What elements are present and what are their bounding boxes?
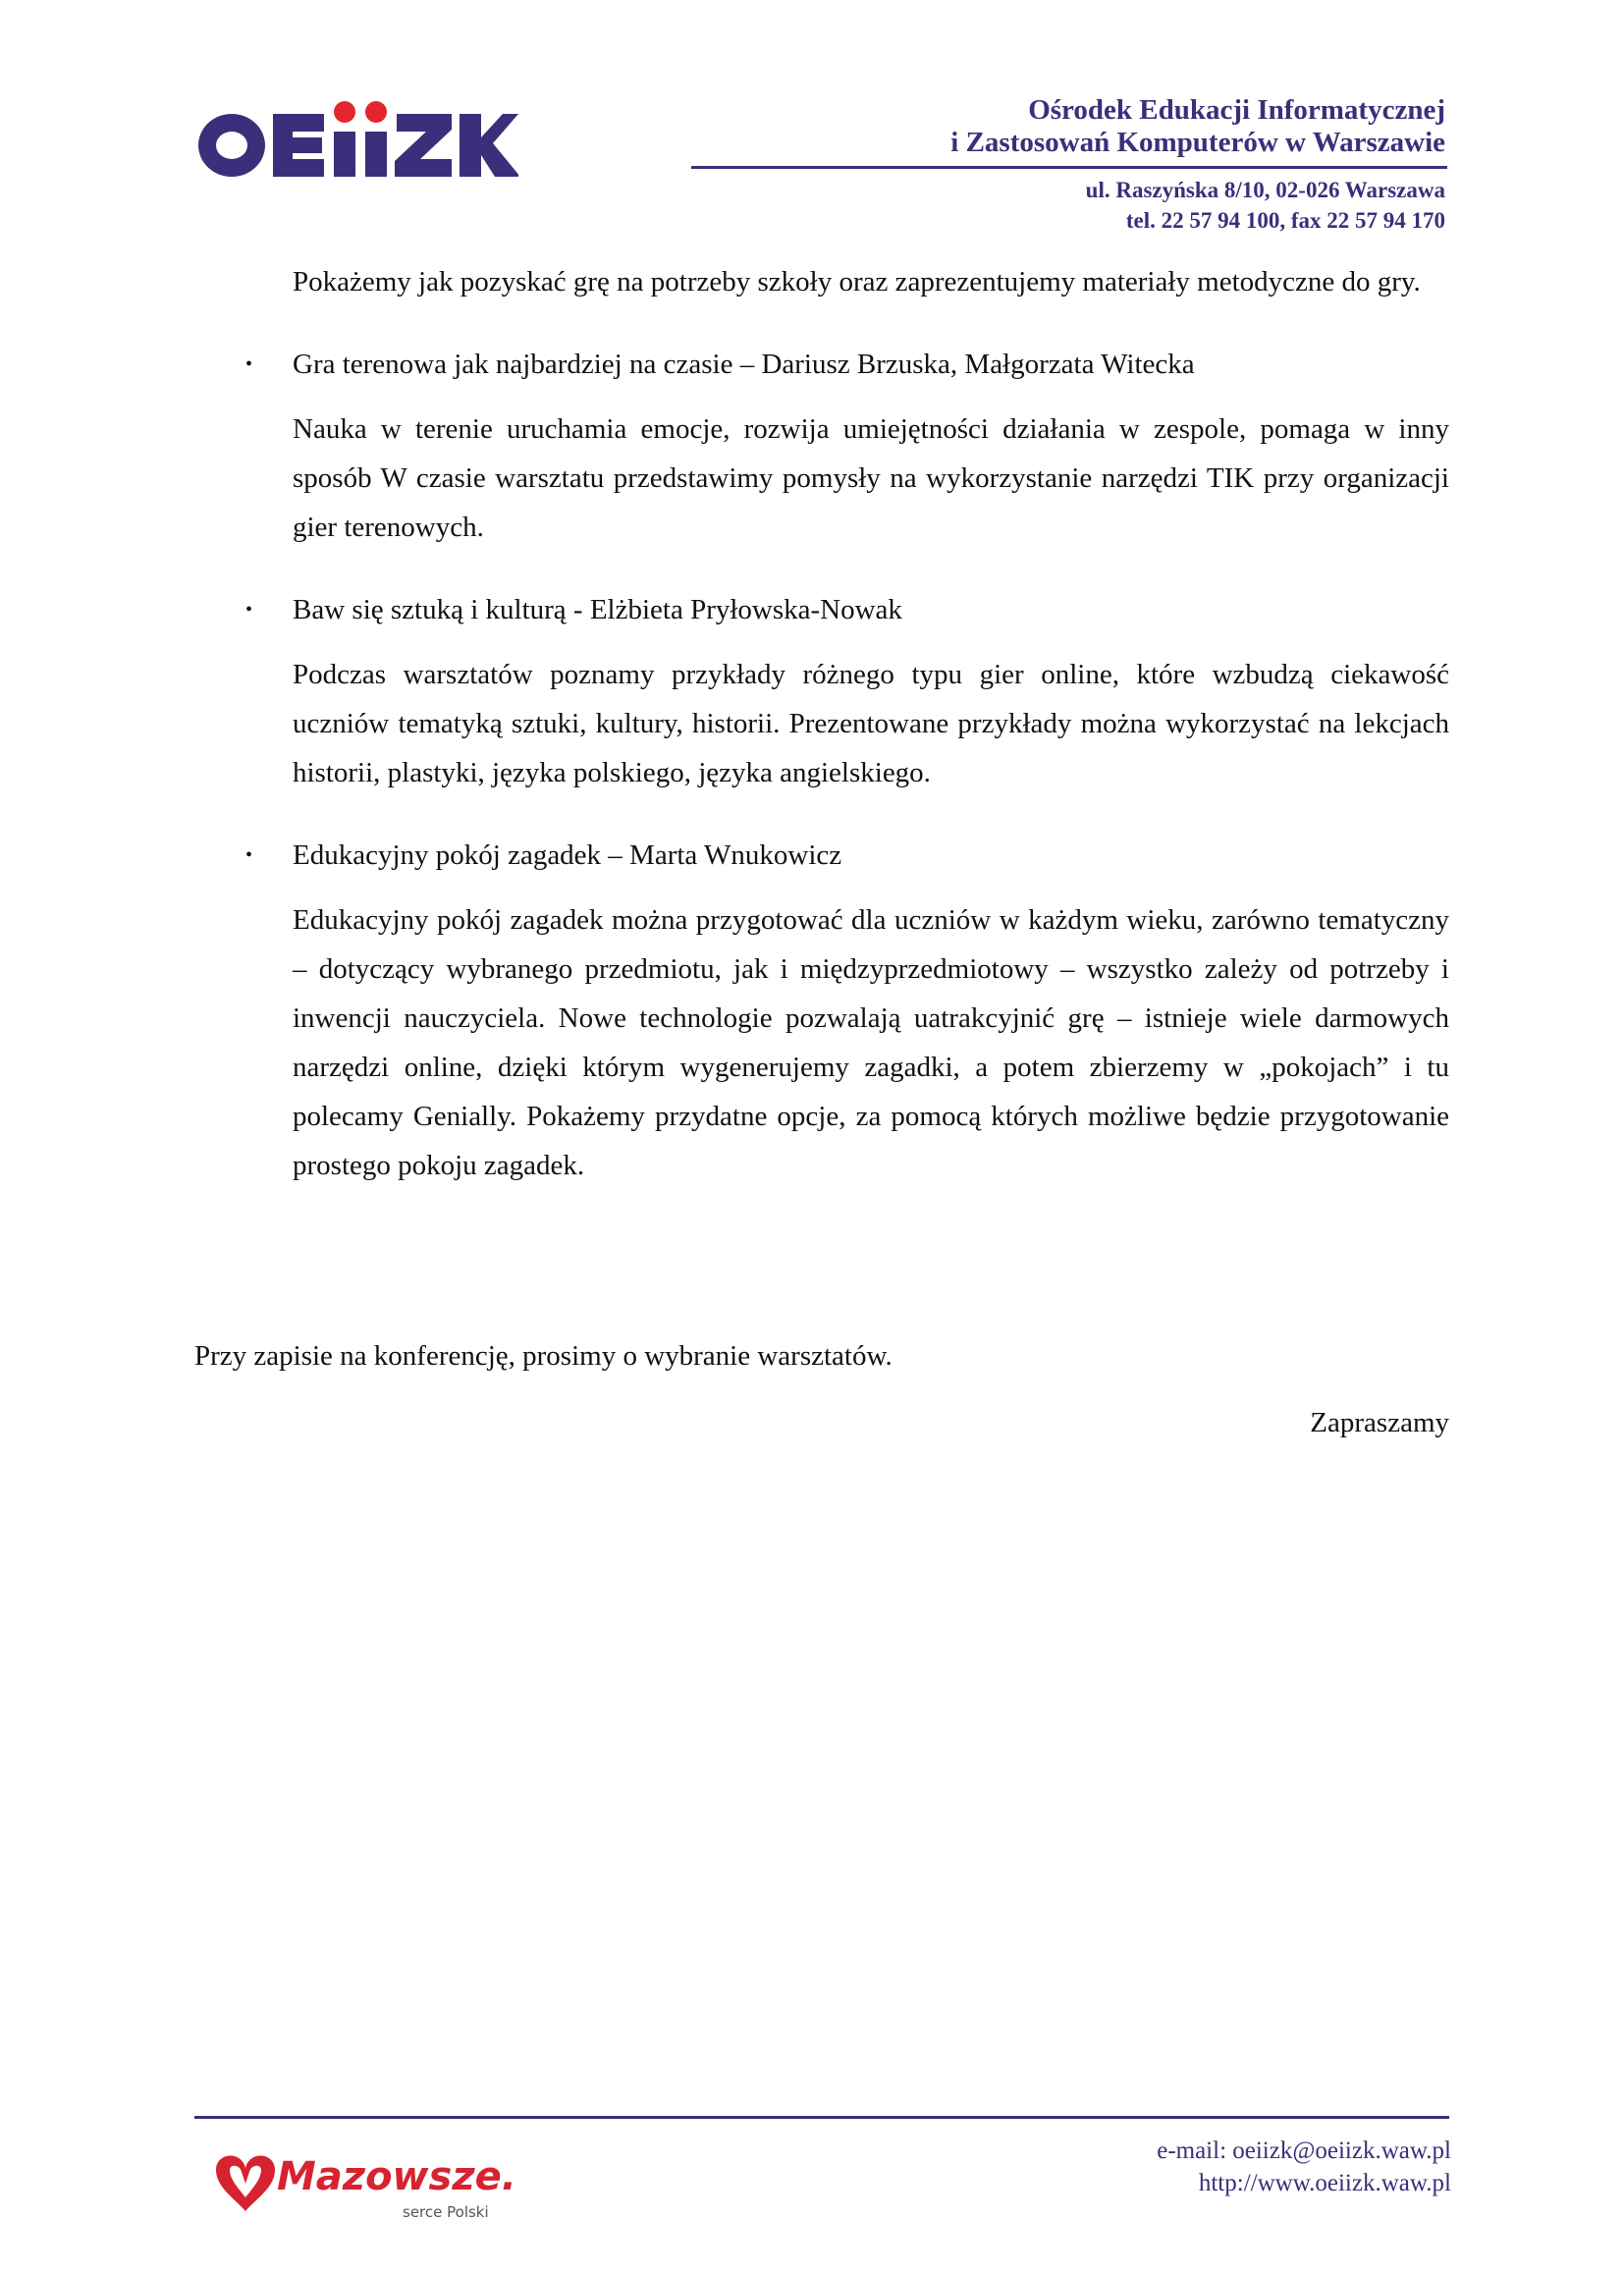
mazowsze-logo <box>208 2140 522 2229</box>
oeiizk-logo <box>194 94 518 183</box>
workshop-item <box>194 831 1449 1190</box>
workshop-description: Edukacyjny pokój zagadek można przygotować dla uczniów w każdym wieku, zarówno tematyczny – dotyczący wybranego przedmiotu, jak i międzyprzedmiotowy – wszystko zależy od potrzeby i inwencji nauczyciela. Nowe technologie pozwalają uatrakcyjnić grę – istnieje wiele darmowych narzędzi online, dzięki którym wygenerujemy zagadki, a potem zbierzemy w „pokojach” i tu polecamy Genially. Pokażemy przydatne opcje, za pomocą których możliwe będzie przygotowanie prostego pokoju zagadek. <box>293 904 1449 1181</box>
signoff: Zapraszamy <box>1310 1407 1449 1438</box>
closing-note: Przy zapisie na konferencję, prosimy o wybranie warsztatów. <box>194 1340 893 1372</box>
organization-name <box>950 94 1445 159</box>
header-divider <box>691 166 1447 169</box>
mazowsze-tagline: serce Polski <box>403 2203 489 2221</box>
intro-paragraph: Pokażemy jak pozyskać grę na potrzeby szkoły oraz zaprezentujemy materiały metodyczne do gry. <box>293 266 1421 298</box>
bullet-icon: • <box>245 353 253 375</box>
workshop-title: Gra terenowa jak najbardziej na czasie – Dariusz Brzuska, Małgorzata Witecka <box>293 349 1195 380</box>
document-body <box>194 257 1449 1190</box>
workshop-description: Podczas warsztatów poznamy przykłady różnego typu gier online, które wzbudzą ciekawość uczniów tematyką sztuki, kultury, historii. Prezentowane przykłady można wykorzystać na lekcjach historii, plastyki, języka polskiego, języka angielskiego. <box>293 659 1449 788</box>
bullet-icon: • <box>245 599 253 621</box>
footer-email[interactable]: e-mail: oeiizk@oeiizk.waw.pl <box>1157 2138 1451 2164</box>
organization-contact <box>1086 175 1445 236</box>
org-address: ul. Raszyńska 8/10, 02-026 Warszawa <box>1085 178 1445 202</box>
workshop-item <box>194 340 1449 552</box>
bullet-icon: • <box>245 844 253 866</box>
footer-divider <box>194 2116 1449 2119</box>
footer-website[interactable]: http://www.oeiizk.waw.pl <box>1198 2170 1451 2196</box>
footer-contact <box>1157 2135 1451 2199</box>
workshop-title: Edukacyjny pokój zagadek – Marta Wnukowicz <box>293 839 842 871</box>
workshop-item <box>194 585 1449 797</box>
workshop-description: Nauka w terenie uruchamia emocje, rozwija umiejętności działania w zespole, pomaga w inny sposób W czasie warsztatu przedstawimy pomysły na wykorzystanie narzędzi TIK przy organizacji gier terenowych. <box>293 413 1449 543</box>
org-name-line1: Ośrodek Edukacji Informatycznej <box>1028 94 1445 126</box>
workshop-title: Baw się sztuką i kulturą - Elżbieta Pryłowska-Nowak <box>293 594 902 625</box>
org-name-line2: i Zastosowań Komputerów w Warszawie <box>950 127 1445 158</box>
org-phone: tel. 22 57 94 100, fax 22 57 94 170 <box>1125 208 1445 233</box>
mazowsze-wordmark: Mazowsze. <box>277 2154 516 2199</box>
